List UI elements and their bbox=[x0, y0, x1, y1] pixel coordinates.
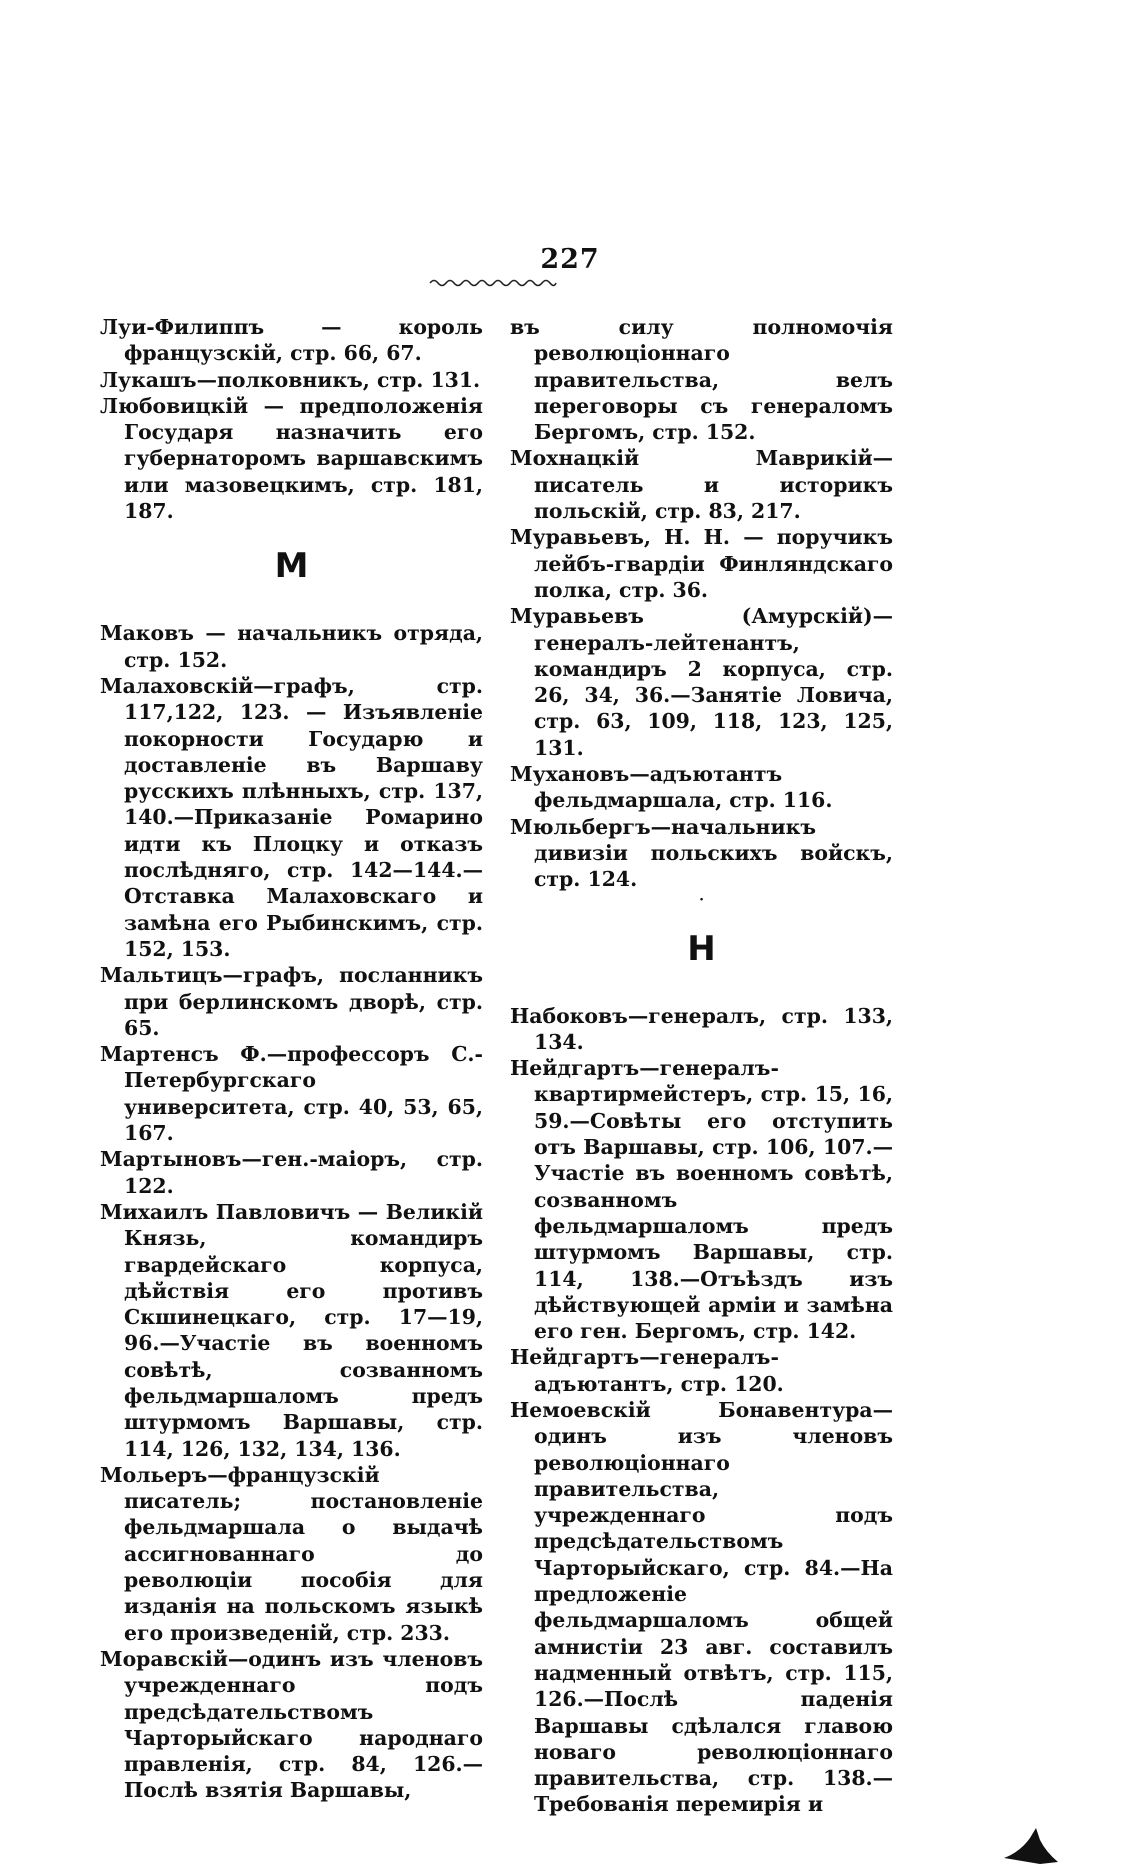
scan-corner-mark bbox=[1000, 1818, 1060, 1868]
index-entry: Маковъ — начальникъ отряда, стр. 152. bbox=[100, 621, 483, 672]
index-entry: Мюльбергъ—начальникъ дивизіи польскихъ войскъ, стр. 124. bbox=[510, 814, 893, 892]
index-entry: Мухановъ—адъютантъ фельдмаршала, стр. 116. bbox=[510, 762, 833, 813]
index-column-right bbox=[510, 314, 893, 1818]
index-entry: Мохнацкій Маврикій—писатель и историкъ польскій, стр. 83, 217. bbox=[510, 446, 893, 524]
index-entry: Муравьевъ, Н. Н. — поручикъ лейбъ-гвардіи Финляндскаго полка, стр. 36. bbox=[510, 525, 893, 602]
index-entry: Любовицкій — предположенія Государя назначить его губернаторомъ варшавскимъ или мазовецкимъ, стр. 181, 187. bbox=[100, 393, 483, 524]
stray-dot-mark: · bbox=[699, 891, 704, 908]
index-entry: Мальтицъ—графъ, посланникъ при берлинскомъ дворѣ, стр. 65. bbox=[100, 963, 483, 1040]
page-number: 227 bbox=[540, 244, 600, 275]
index-entry: Муравьевъ (Амурскій)—генералъ-лейтенантъ, командиръ 2 корпуса, стр. 26, 34, 36.—Занятіе Ловича, стр. 63, 109, 118, 123, 125, 131. bbox=[510, 604, 893, 760]
index-entry: Моравскій—одинъ изъ членовъ учрежденнаго подъ предсѣдательствомъ Чарторыйскаго народнаго правленія, стр. 84, 126.—Послѣ взятія Варшавы, bbox=[100, 1646, 483, 1803]
index-entry: Мартенсъ Ф.—профессоръ С.-Петербургскаго университета, стр. 40, 53, 65, 167. bbox=[100, 1042, 483, 1146]
index-entry-continued: въ силу полномочія революціоннаго правительства, велъ переговоры съ генераломъ Бергомъ, стр. 152. bbox=[510, 315, 893, 445]
index-entry: Лукашъ—полковникъ, стр. 131. bbox=[100, 367, 481, 392]
index-entry: Набоковъ—генералъ, стр. 133, 134. bbox=[510, 1003, 893, 1054]
section-letter-m: М bbox=[274, 546, 309, 587]
index-entry: Мольеръ—французскій писатель; постановленіе фельдмаршала о выдачѣ ассигнованнаго до революціи пособія для изданія на польскомъ языкѣ его произведеній, стр. 233. bbox=[100, 1462, 483, 1645]
index-entry: Немоевскій Бонавентура—одинъ изъ членовъ революціоннаго правительства, учрежденнаго подъ предсѣдательствомъ Чарторыйскаго, стр. 84.—На предложеніе фельдмаршаломъ общей амнистіи 23 авг. составилъ надменный отвѣтъ, стр. 115, 126.—Послѣ паденія Варшавы сдѣлался главою новаго революціоннаго правительства, стр. 138.—Требованія перемирія и bbox=[510, 1397, 893, 1817]
index-column-left bbox=[100, 314, 483, 1804]
section-letter-n: Н bbox=[687, 928, 716, 969]
wavy-rule-ornament bbox=[428, 277, 558, 289]
index-entry: Луи-Филиппъ — король французскій, стр. 66, 67. bbox=[100, 315, 483, 366]
index-entry: Малаховскій—графъ, стр. 117,122, 123. — Изъявленіе покорности Государю и доставленіе въ Варшаву русскихъ плѣнныхъ, стр. 137, 140.—Приказаніе Ромарино идти къ Плоцку и отказъ послѣдняго, стр. 142—144.—Отставка Малаховскаго и замѣна его Рыбинскимъ, стр. 152, 153. bbox=[100, 673, 483, 961]
index-entry: Нейдгартъ—генералъ-адъютантъ, стр. 120. bbox=[510, 1345, 784, 1396]
index-entry: Мартыновъ—ген.-маіоръ, стр. 122. bbox=[100, 1147, 483, 1198]
index-entry: Нейдгартъ—генералъ-квартирмейстеръ, стр. 15, 16, 59.—Совѣты его отступить отъ Варшавы, стр. 106, 107.—Участіе въ военномъ совѣтѣ, созванномъ фельдмаршаломъ предъ штурмомъ Варшавы, стр. 114, 138.—Отъѣздъ изъ дѣйствующей арміи и замѣна его ген. Бергомъ, стр. 142. bbox=[510, 1056, 893, 1344]
index-entry: Михаилъ Павловичъ — Великій Князь, командиръ гвардейскаго корпуса, дѣйствія его противъ Скшинецкаго, стр. 17—19, 96.—Участіе въ военномъ совѣтѣ, созванномъ фельдмаршаломъ предъ штурмомъ Варшавы, стр. 114, 126, 132, 134, 136. bbox=[100, 1199, 483, 1461]
